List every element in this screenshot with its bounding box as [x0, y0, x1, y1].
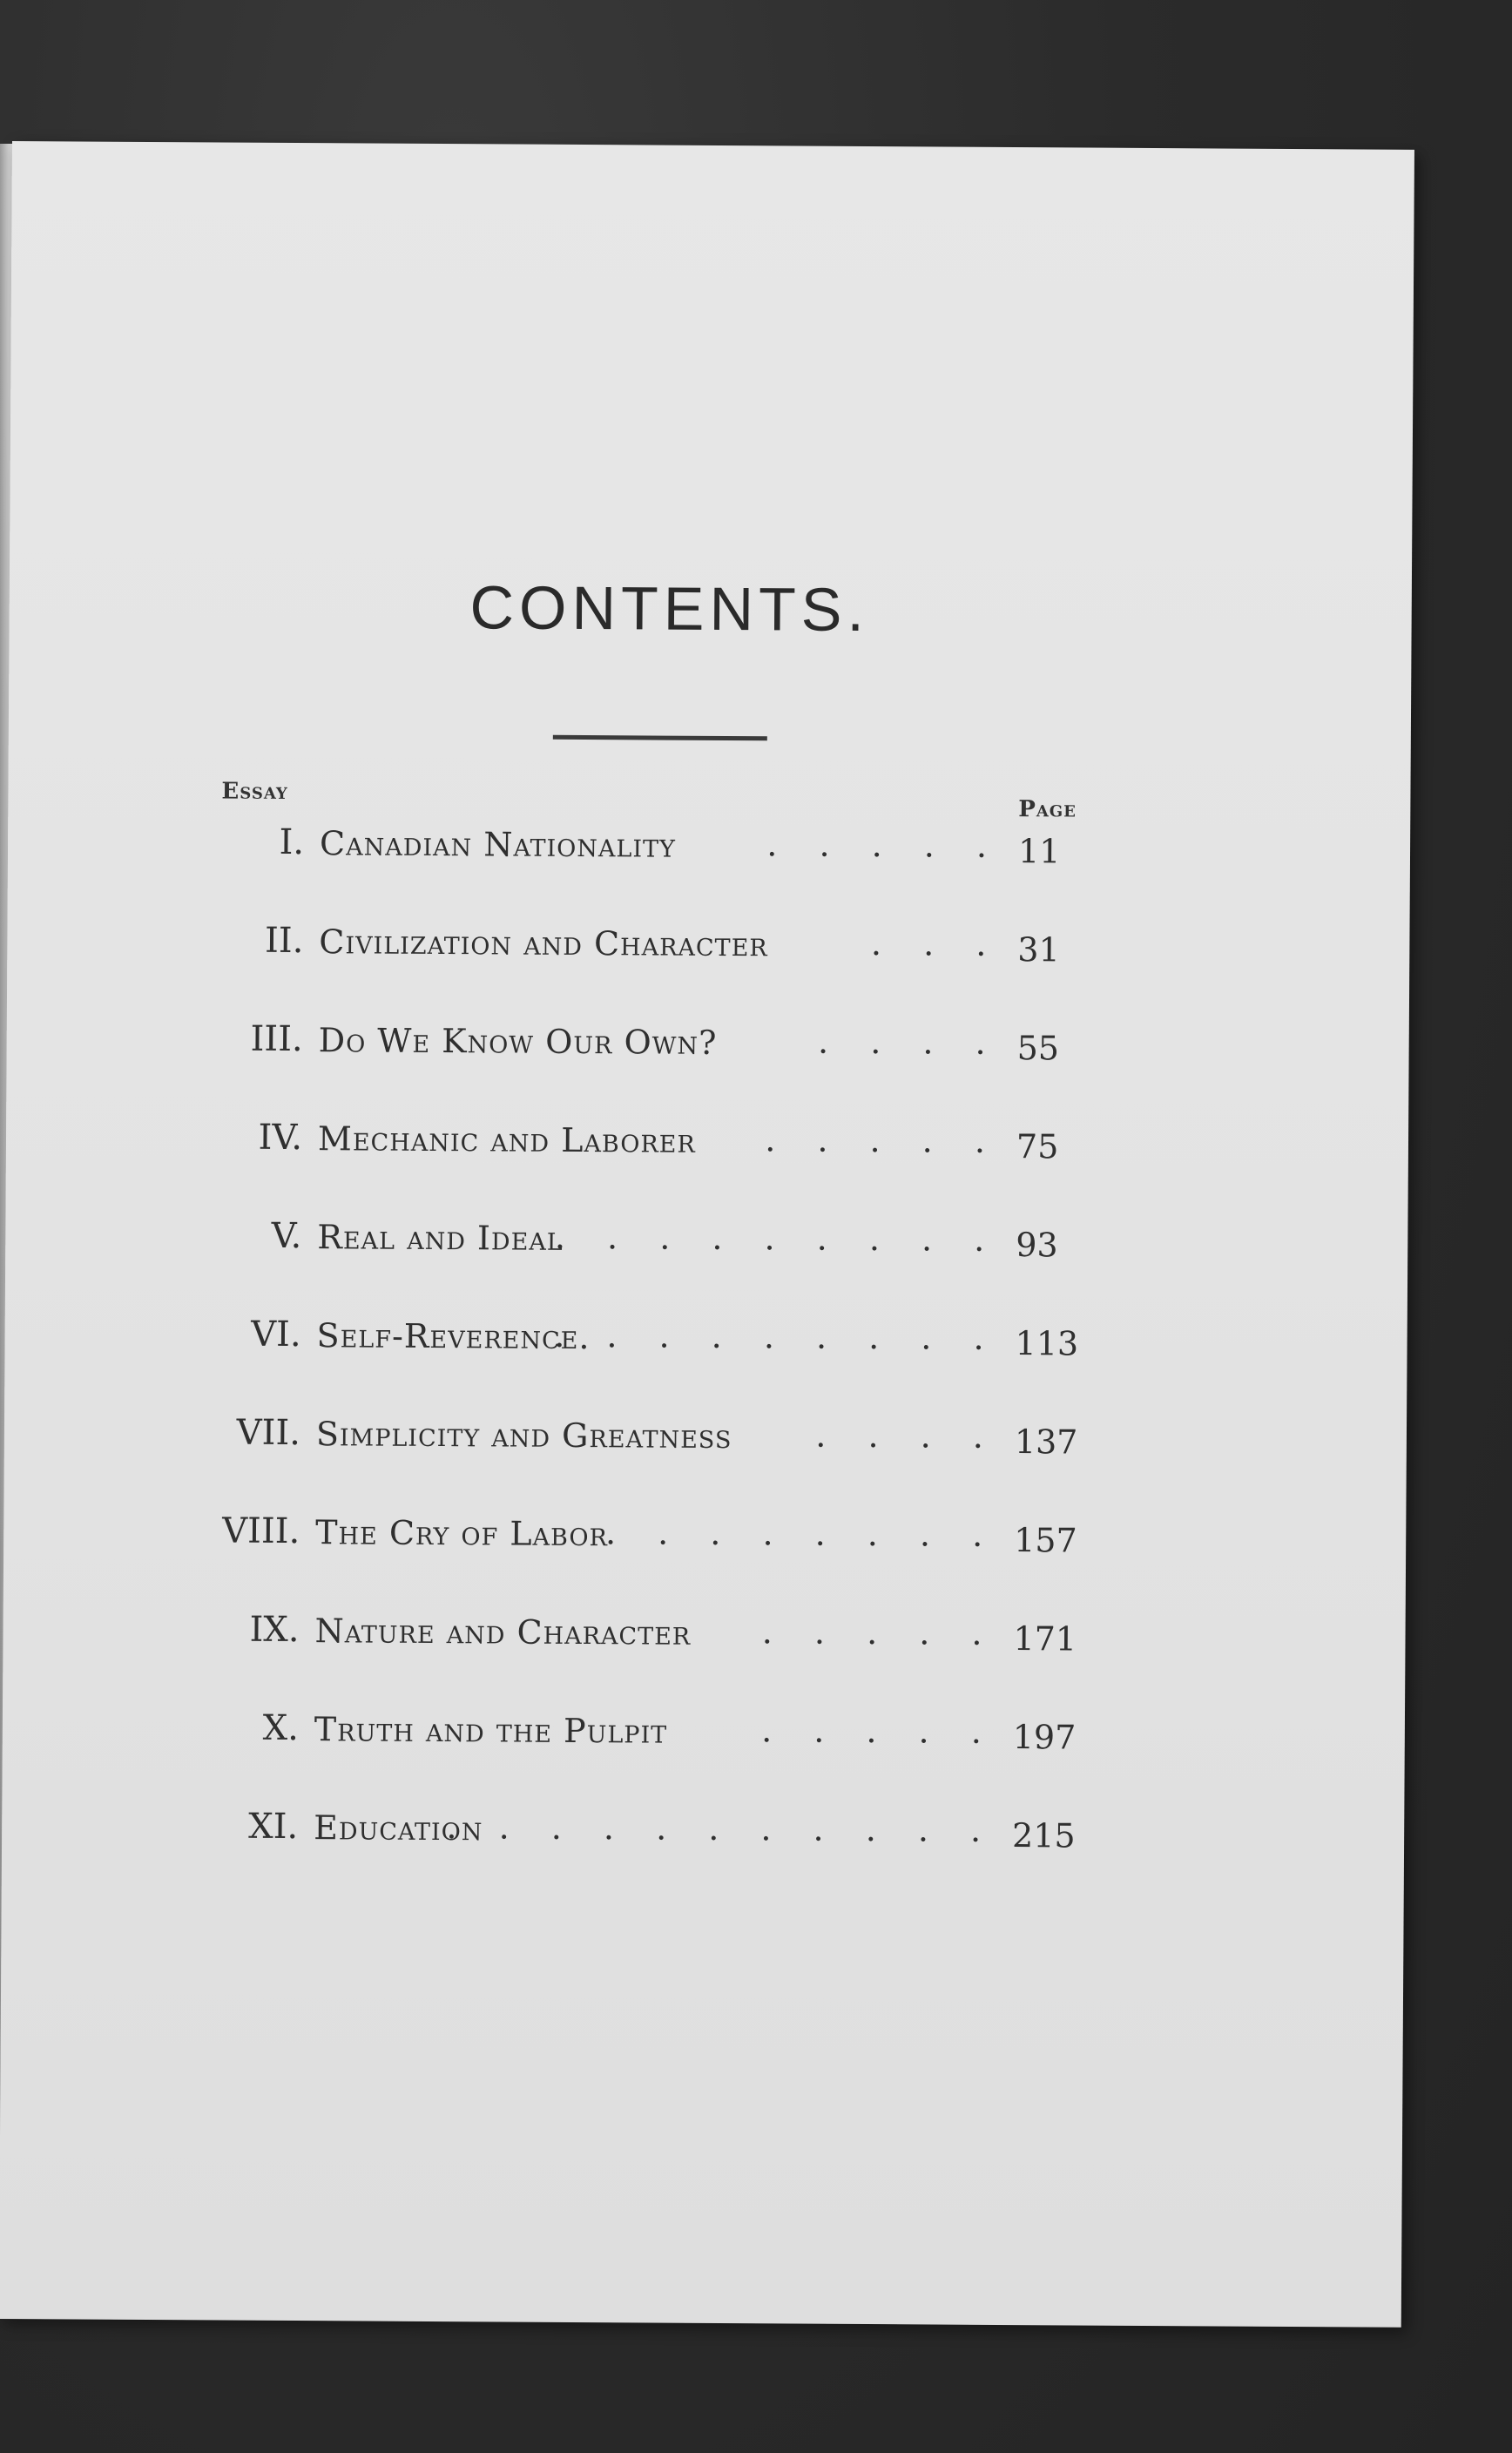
essay-title: Mechanic and Laborer [317, 1119, 696, 1160]
page-number: 197 [1012, 1718, 1077, 1757]
essay-number: I. [279, 821, 305, 863]
essay-title: Education [314, 1808, 483, 1848]
dot-leader: . . . . . . . . [604, 1513, 999, 1554]
essay-title: Civilization and Character [319, 922, 768, 964]
toc-entry [4, 1313, 1325, 1373]
essay-title: Self-Reverence. [316, 1316, 591, 1357]
dot-leader: . . . . . [761, 1612, 998, 1652]
page-number: 137 [1014, 1422, 1078, 1462]
toc-entry [6, 1116, 1326, 1176]
page-number: 113 [1015, 1324, 1079, 1363]
page-number: 31 [1017, 930, 1060, 970]
page-column-label: Page [1018, 796, 1077, 823]
toc-entry [3, 1510, 1324, 1570]
page-number: 55 [1016, 1029, 1060, 1068]
dot-leader: . . . [870, 924, 1002, 963]
dot-leader: . . . . . [765, 1120, 1002, 1160]
dot-leader: . . . . [818, 1022, 1002, 1062]
dot-leader: . . . . . [761, 1711, 998, 1751]
essay-title: Nature and Character [314, 1612, 692, 1652]
essay-title: Canadian Nationality [319, 824, 677, 865]
page-number: 75 [1016, 1127, 1059, 1166]
toc-entry [8, 821, 1328, 881]
dot-leader: . . . . . . . . . [554, 1315, 1000, 1357]
essay-number: X. [262, 1707, 300, 1749]
page-number: 171 [1013, 1619, 1077, 1659]
dot-leader: . . . . . . . . . . . [446, 1808, 997, 1849]
page-number: 93 [1016, 1226, 1058, 1265]
essay-number: VIII. [222, 1510, 300, 1552]
essay-title: Truth and the Pulpit [314, 1710, 668, 1751]
toc-entry [6, 1017, 1326, 1078]
essay-number: IX. [249, 1609, 300, 1651]
dot-leader: . . . . [815, 1416, 1000, 1456]
essay-number: VI. [251, 1314, 301, 1355]
toc-entry [3, 1706, 1323, 1767]
essay-number: III. [250, 1018, 303, 1060]
heading-rule [553, 735, 767, 741]
page-number: 215 [1012, 1816, 1076, 1855]
essay-title: Simplicity and Greatness [315, 1415, 732, 1456]
essay-title: Do We Know Our Own? [318, 1021, 718, 1062]
essay-title: Real and Ideal [317, 1218, 564, 1258]
essay-number: XI. [248, 1806, 299, 1848]
toc-entry [3, 1608, 1323, 1668]
essay-number: II. [264, 920, 304, 962]
page-number: 11 [1017, 832, 1061, 871]
toc-entry [5, 1214, 1326, 1274]
book-page [0, 141, 1414, 2328]
essay-number: VII. [236, 1412, 301, 1454]
contents-heading: CONTENTS. [469, 573, 870, 645]
toc-entry [4, 1411, 1325, 1471]
page-number: 157 [1014, 1521, 1077, 1560]
dot-leader: . . . . . [766, 825, 1003, 865]
essay-column-label: Essay [221, 778, 288, 805]
dot-leader: . . . . . . . . . [554, 1217, 1001, 1259]
essay-title: The Cry of Labor [315, 1513, 609, 1554]
essay-number: V. [271, 1215, 302, 1257]
essay-number: IV. [258, 1117, 303, 1159]
toc-entry [2, 1805, 1322, 1865]
toc-entry [7, 919, 1327, 979]
